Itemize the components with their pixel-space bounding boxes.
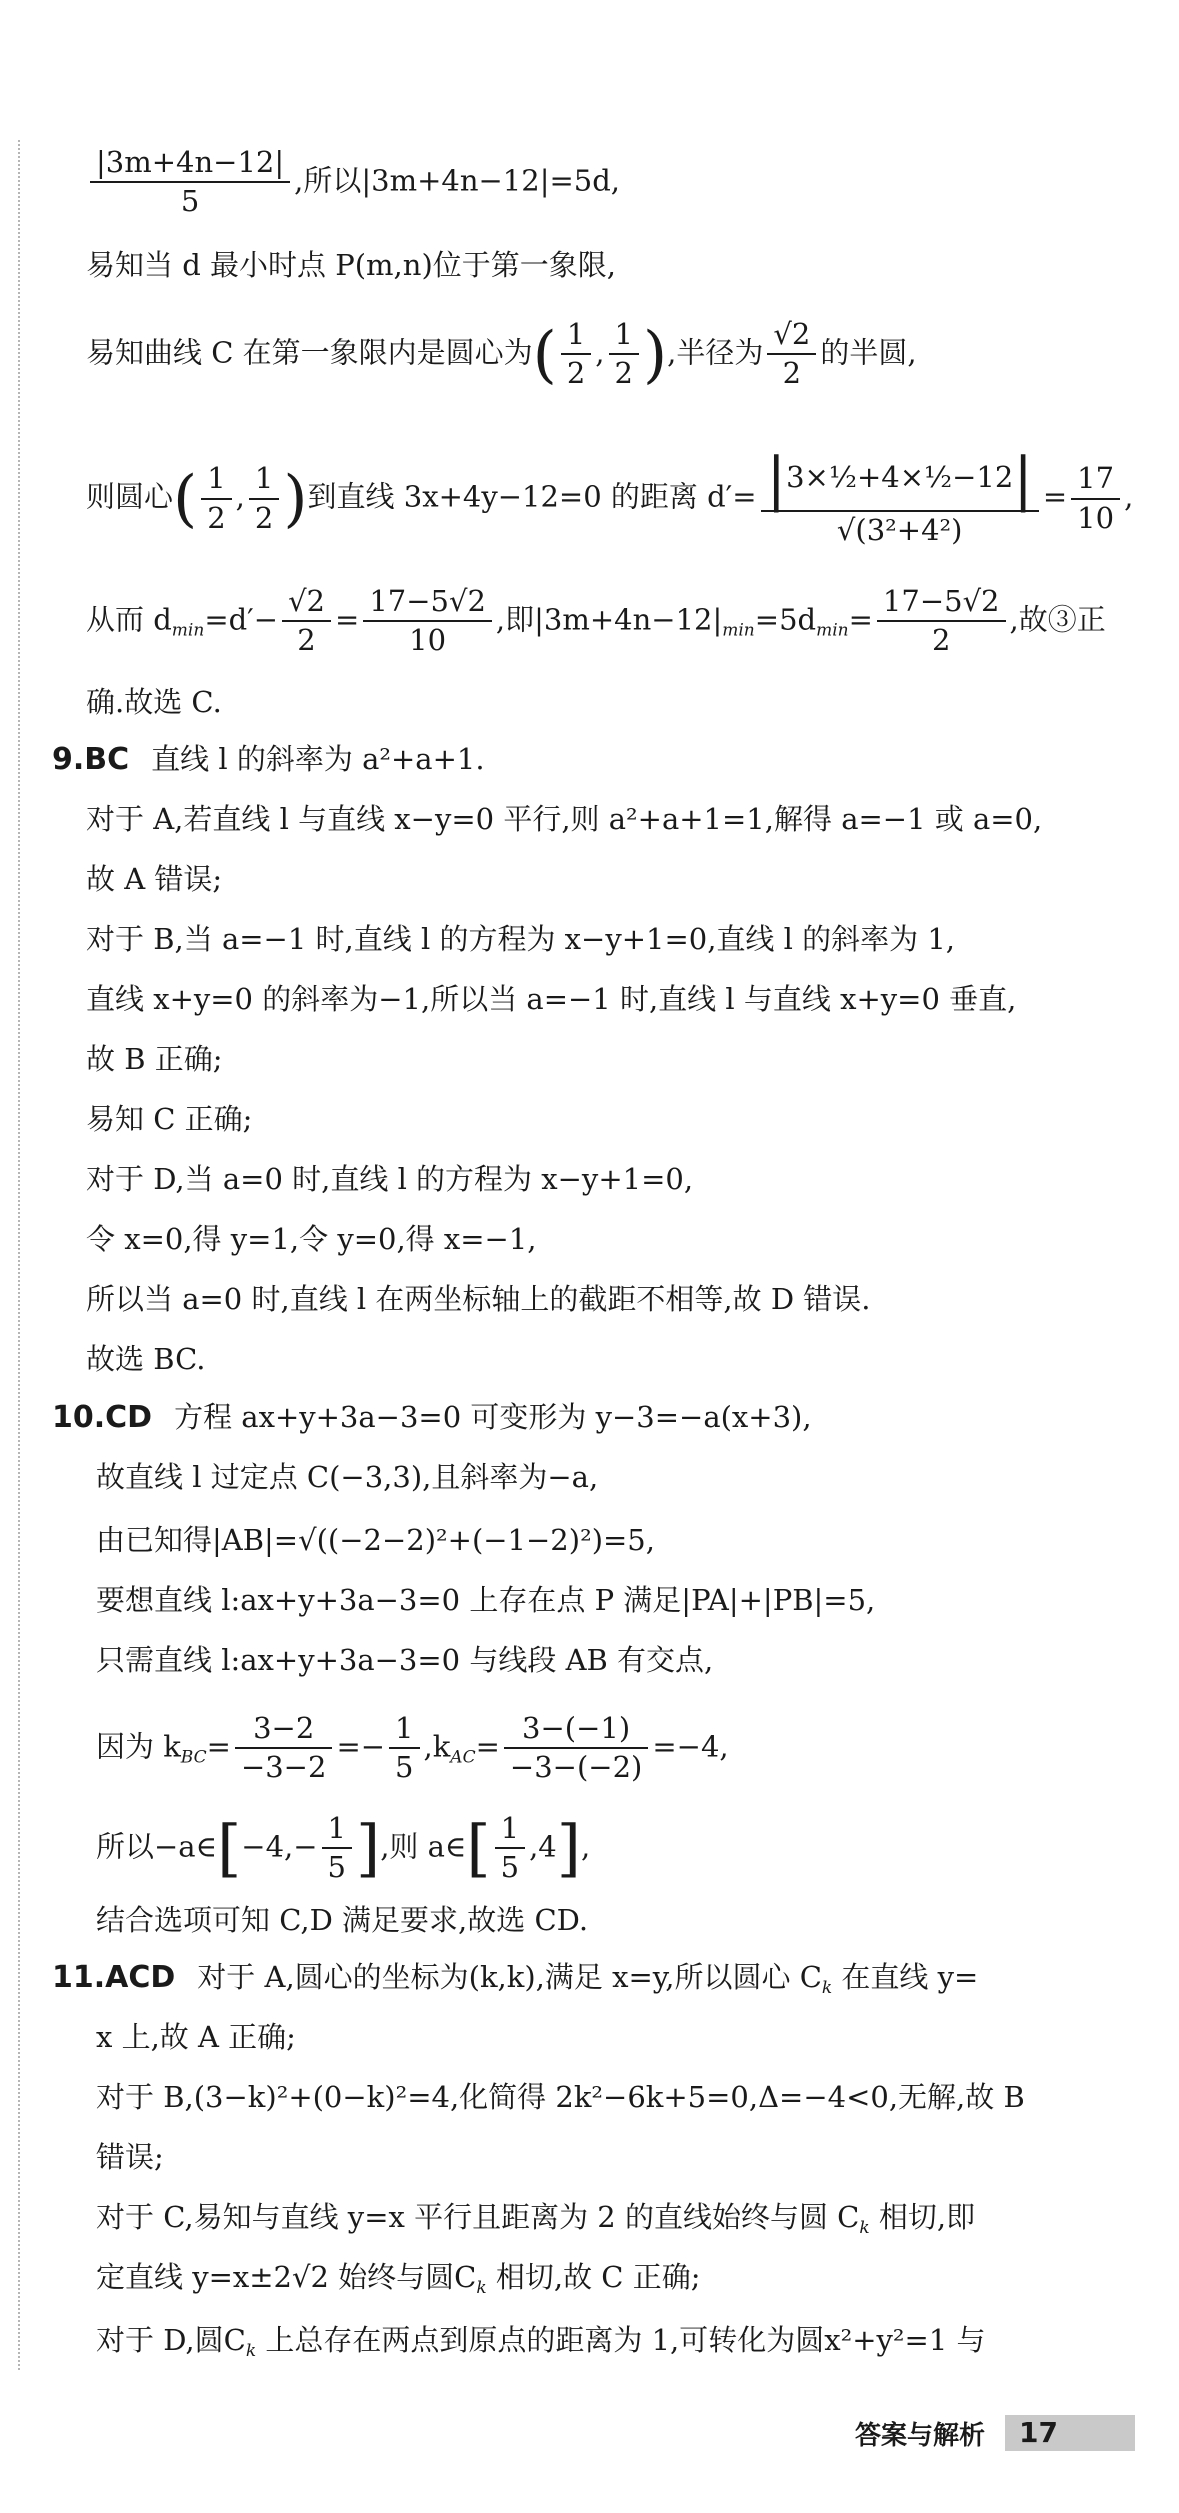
line-semicircle: 易知曲线 C 在第一象限内是圆心为( $\frac{1}{2}$ , $\frac{1}{2}$ ),半径为 $\frac{√2}{2}$ 的半圆, — [86, 317, 917, 391]
q10-first-line: 10.CD 方程 ax+y+3a−3=0 可变形为 y−3=−a(x+3), — [52, 1400, 812, 1435]
line-text: 故选 BC. — [86, 1342, 206, 1376]
line-dmin: 从而 $d_{min}=d'-$ $\frac{√2}{2}$ = $\frac{17-5√2}{10}$ ,即$|3m+4n-12|_{min}=5d_{min}=$ $\frac{17-5√2}{2}$ ,故③正 — [86, 584, 1106, 658]
line-text: 易知当 d 最小时点 P(m,n)位于第一象限, — [86, 248, 616, 282]
line-text: 要想直线 l:ax+y+3a−3=0 上存在点 P 满足|PA|+|PB|=5, — [96, 1583, 876, 1617]
line-text: 故直线 l 过定点 C(−3,3),且斜率为−a, — [96, 1460, 599, 1494]
line-tangent: 定直线 y=x±2√2 始终与圆$C_k$ 相切,故 C 正确; — [96, 2260, 701, 2298]
page-number: 17 — [1005, 2415, 1135, 2451]
line-circle: 对于 D,圆$C_k$ 上总存在两点到原点的距离为 1,可转化为圆x²+y²=1 与 — [96, 2323, 986, 2361]
footer-title: 答案与解析 — [855, 2420, 986, 2451]
line-text: 错误; — [96, 2140, 164, 2174]
line-text: 结合选项可知 C,D 满足要求,故选 CD. — [96, 1903, 589, 1937]
q11-first-line: 11.ACD 对于 A,圆心的坐标为(k,k),满足 x=y,所以圆心 $C_k$ 在直线 y= — [52, 1960, 979, 1998]
line-text: 易知 C 正确; — [86, 1102, 253, 1136]
line-text: 只需直线 l:ax+y+3a−3=0 与线段 AB 有交点, — [96, 1643, 714, 1677]
line-text: 确.故选 C. — [86, 685, 222, 719]
line-text: 由已知得|AB|=√((−2−2)²+(−1−2)²)=5, — [96, 1523, 655, 1557]
margin-rule — [18, 140, 20, 2370]
q11-label: 11.ACD — [52, 1960, 176, 1995]
fraction: $\frac{|3m+4n-12|}{5}$ — [90, 146, 290, 219]
line-text: 故 A 错误; — [86, 862, 223, 896]
q10-label: 10.CD — [52, 1400, 153, 1435]
q9-label: 9.BC — [52, 742, 130, 777]
line-fraction-d: $\frac{|3m+4n-12|}{5}$ ,所以|3m+4n−12|=5d, — [86, 146, 620, 219]
line-distance: 则圆心( $\frac{1}{2}$ , $\frac{1}{2}$ )到直线 3x+4y−12=0 的距离 d′= $\frac{\text{|3×½+4×½−12|}}{\text{√(3²+4²)}}$ = $\frac{17}{10}$ , — [86, 445, 1134, 547]
line-text: 对于 B,当 a=−1 时,直线 l 的方程为 x−y+1=0,直线 l 的斜率为 1, — [86, 922, 956, 956]
page-footer — [855, 2413, 1135, 2453]
line-text: 令 x=0,得 y=1,令 y=0,得 x=−1, — [86, 1222, 537, 1256]
line-interval: 所以−a∈[−4,− $\frac{1}{5}$ ],则 a∈[ $\frac{1}{5}$ ,4], — [96, 1811, 591, 1885]
line-text: x 上,故 A 正确; — [96, 2020, 296, 2054]
line-text: 所以当 a=0 时,直线 l 在两坐标轴上的截距不相等,故 D 错误. — [86, 1282, 871, 1316]
line-tangent: 对于 C,易知与直线 y=x 平行且距离为 2 的直线始终与圆 $C_k$ 相切,即 — [96, 2200, 976, 2238]
line-text: 故 B 正确; — [86, 1042, 223, 1076]
line-text: 对于 B,(3−k)²+(0−k)²=4,化简得 2k²−6k+5=0,Δ=−4<0,无解,故 B — [96, 2080, 1025, 2114]
line-text: 对于 D,当 a=0 时,直线 l 的方程为 x−y+1=0, — [86, 1162, 694, 1196]
line-text: 对于 A,若直线 l 与直线 x−y=0 平行,则 a²+a+1=1,解得 a=−1 或 a=0, — [86, 802, 1043, 836]
line-slopes: 因为 $k_{BC}=$ $\frac{3-2}{-3-2}$ =− $\frac{1}{5}$ $,k_{AC}=$ $\frac{3-(-1)}{-3-(-2)}$ =−4, — [96, 1711, 729, 1785]
line-text: 直线 x+y=0 的斜率为−1,所以当 a=−1 时,直线 l 与直线 x+y=0 垂直, — [86, 982, 1017, 1016]
q9-first-line: 9.BC 直线 l 的斜率为 a²+a+1. — [52, 742, 485, 777]
